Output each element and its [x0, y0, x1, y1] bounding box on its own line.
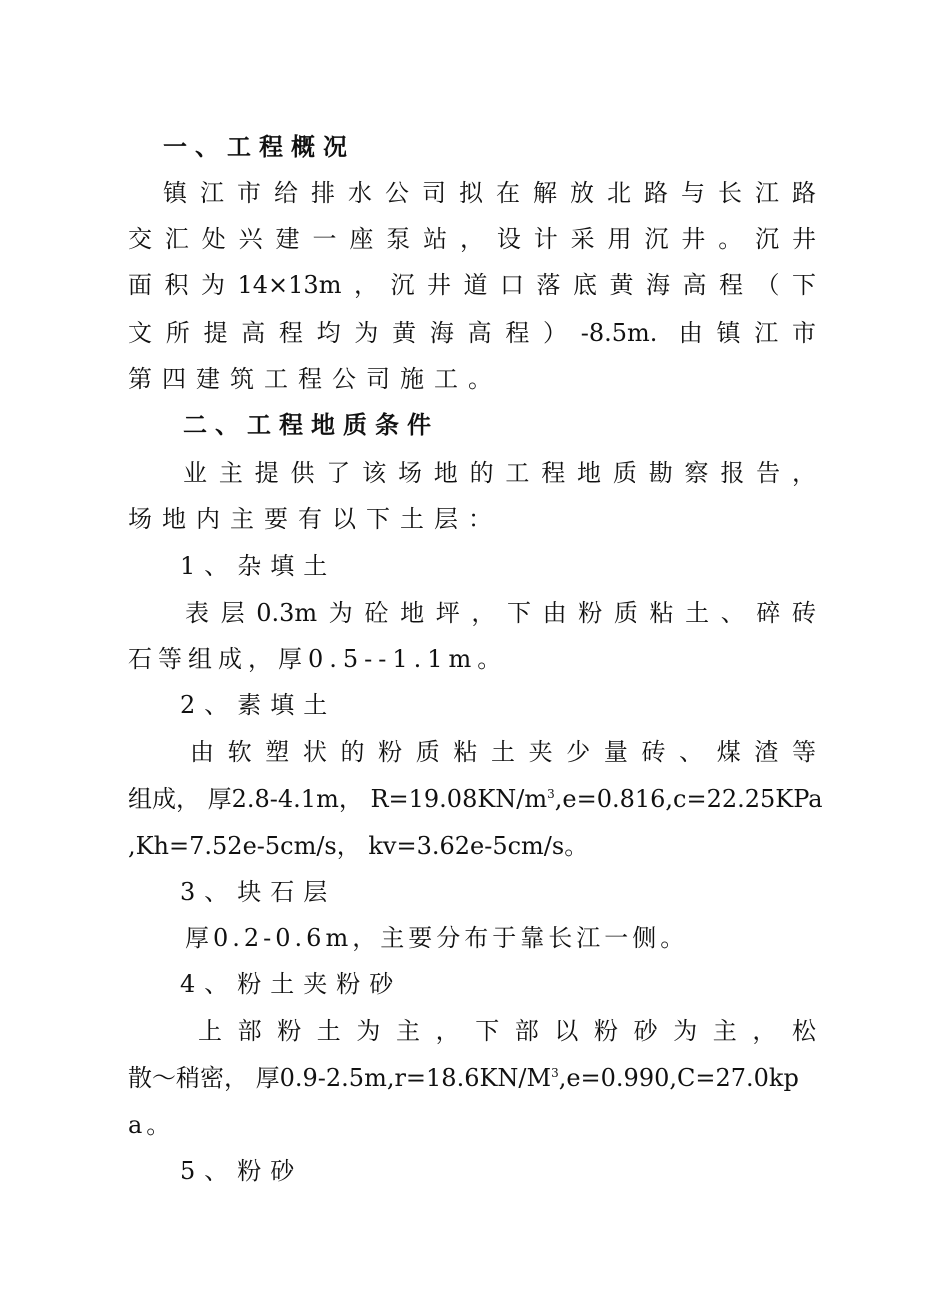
paragraph-line: 场地内主要有以下土层：	[128, 505, 502, 533]
paragraph-line: a。	[128, 1111, 175, 1139]
paragraph-line: ,Kh=7.52e-5cm/s， kv=3.62e-5cm/s。	[128, 832, 589, 860]
paragraph-line: 交汇处兴建一座泵站，设计采用沉井。沉井	[128, 225, 816, 253]
paragraph-line: 面积为14×13m，沉井道口落底黄海高程（下	[128, 271, 816, 299]
paragraph-line: 镇江市给排水公司拟在解放北路与长江路	[163, 179, 816, 207]
text-segment: 组成， 厚2.8-4.1m， R=19.08KN/m	[128, 785, 548, 813]
paragraph-line: 石等组成，厚0.5--1.1m。	[128, 645, 508, 673]
paragraph-line: 由软塑状的粉质粘土夹少量砖、煤渣等	[190, 738, 816, 766]
text-segment: ,e=0.816,c=22.25KPa	[554, 785, 823, 813]
text-segment: ,e=0.990,C=27.0kp	[558, 1064, 799, 1092]
paragraph-line: 第四建筑工程公司施工。	[128, 365, 502, 393]
paragraph-line: 业主提供了该场地的工程地质勘察报告，	[183, 459, 816, 487]
layer-title-2: 2、素填土	[180, 691, 337, 719]
text-segment: 散～稍密， 厚0.9-2.5m,r=18.6KN/M	[128, 1064, 552, 1092]
layer-title-4: 4、粉土夹粉砂	[180, 970, 403, 998]
paragraph-line: 表层0.3m为砼地坪，下由粉质粘土、碎砖	[185, 599, 816, 627]
superscript: 3	[551, 1066, 559, 1080]
section-heading-overview: 一、工程概况	[163, 133, 355, 161]
section-heading-geology: 二、工程地质条件	[183, 411, 439, 439]
paragraph-line	[128, 784, 828, 814]
paragraph-line: 文所提高程均为黄海高程）-8.5m. 由镇江市	[128, 319, 816, 347]
layer-title-3: 3、块石层	[180, 878, 337, 906]
paragraph-line: 上部粉土为主，下部以粉砂为主，松	[198, 1017, 816, 1045]
layer-title-5: 5、粉砂	[180, 1157, 304, 1185]
paragraph-line: 厚0.2-0.6m，主要分布于靠长江一侧。	[185, 924, 689, 952]
layer-title-1: 1、杂填土	[180, 552, 337, 580]
paragraph-line	[128, 1063, 828, 1093]
superscript: 3	[547, 787, 555, 801]
